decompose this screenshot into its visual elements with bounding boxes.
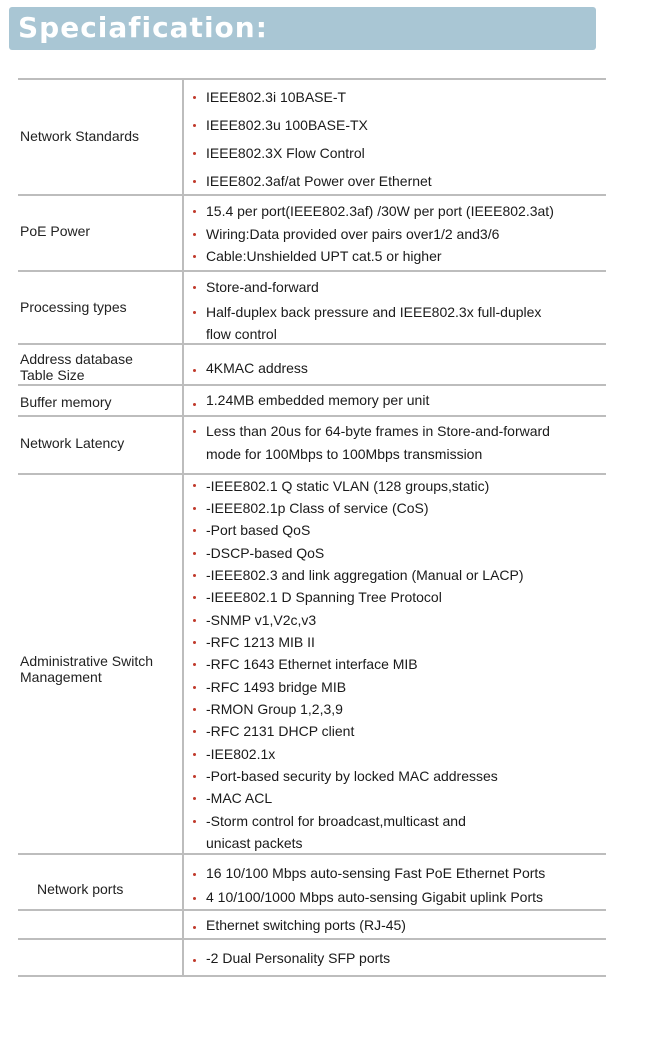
row-divider	[18, 194, 606, 196]
spec-item: Ethernet switching ports (RJ-45)	[206, 917, 406, 933]
bullet-icon	[193, 619, 196, 622]
spec-item: IEEE802.3af/at Power over Ethernet	[206, 173, 432, 189]
spec-item: -IEEE802.1 Q static VLAN (128 groups,static)	[206, 478, 490, 494]
bullet-icon	[193, 574, 196, 577]
spec-item: -SNMP v1,V2c,v3	[206, 612, 317, 628]
bullet-icon	[193, 873, 196, 876]
bullet-icon	[193, 529, 196, 532]
bullet-icon	[193, 708, 196, 711]
spec-item: mode for 100Mbps to 100Mbps transmission	[206, 446, 483, 462]
row-divider	[18, 384, 606, 386]
spec-item: 4 10/100/1000 Mbps auto-sensing Gigabit uplink Ports	[206, 889, 543, 905]
bullet-icon	[193, 311, 196, 314]
spec-item: -DSCP-based QoS	[206, 545, 325, 561]
bullet-icon	[193, 552, 196, 555]
spec-item: 4KMAC address	[206, 360, 308, 376]
spec-item: -Storm control for broadcast,multicast and	[206, 813, 466, 829]
spec-item: -RFC 1643 Ethernet interface MIB	[206, 656, 418, 672]
column-divider	[182, 78, 184, 977]
bullet-icon	[193, 596, 196, 599]
spec-item: Cable:Unshielded UPT cat.5 or higher	[206, 248, 442, 264]
row-divider	[18, 975, 606, 977]
bullet-icon	[193, 403, 196, 406]
bullet-icon	[193, 686, 196, 689]
spec-item: -RFC 1493 bridge MIB	[206, 679, 347, 695]
bullet-icon	[193, 641, 196, 644]
spec-item: -IEEE802.1p Class of service (CoS)	[206, 500, 429, 516]
bullet-icon	[193, 897, 196, 900]
title-banner	[9, 7, 596, 50]
bullet-icon	[193, 233, 196, 236]
spec-item: Wiring:Data provided over pairs over1/2 and3/6	[206, 226, 500, 242]
bullet-icon	[193, 730, 196, 733]
bullet-icon	[193, 96, 196, 99]
spec-item: IEEE802.3u 100BASE-TX	[206, 117, 368, 133]
spec-item: -IEE802.1x	[206, 746, 276, 762]
row-divider	[18, 343, 606, 345]
spec-item: -Port-based security by locked MAC addresses	[206, 768, 498, 784]
spec-label-poe-power: PoE Power	[20, 223, 91, 239]
bullet-icon	[193, 180, 196, 183]
spec-item: 1.24MB embedded memory per unit	[206, 392, 430, 408]
spec-item: -RMON Group 1,2,3,9	[206, 701, 343, 717]
row-divider	[18, 473, 606, 475]
page-title: Speciafication:	[18, 11, 268, 44]
spec-item: 15.4 per port(IEEE802.3af) /30W per port (IEEE802.3at)	[206, 203, 554, 219]
row-divider	[18, 415, 606, 417]
bullet-icon	[193, 210, 196, 213]
spec-item: -RFC 2131 DHCP client	[206, 723, 355, 739]
bullet-icon	[193, 430, 196, 433]
spec-label-buffer-memory: Buffer memory	[20, 394, 112, 410]
spec-item: -RFC 1213 MIB II	[206, 634, 315, 650]
bullet-icon	[193, 959, 196, 962]
bullet-icon	[193, 124, 196, 127]
spec-item: -MAC ACL	[206, 790, 273, 806]
bullet-icon	[193, 286, 196, 289]
spec-label-processing-types: Processing types	[20, 299, 127, 315]
spec-item: -Port based QoS	[206, 522, 311, 538]
spec-label-network-ports: Network ports	[37, 881, 124, 897]
bullet-icon	[193, 369, 196, 372]
spec-item: 16 10/100 Mbps auto-sensing Fast PoE Ethernet Ports	[206, 865, 546, 881]
bullet-icon	[193, 663, 196, 666]
spec-label-network-latency: Network Latency	[20, 435, 125, 451]
bullet-icon	[193, 152, 196, 155]
spec-item: -IEEE802.3 and link aggregation (Manual or LACP)	[206, 567, 524, 583]
spec-item: Half-duplex back pressure and IEEE802.3x full-duplex	[206, 304, 542, 320]
row-divider	[18, 270, 606, 272]
bullet-icon	[193, 926, 196, 929]
bullet-icon	[193, 255, 196, 258]
row-divider	[18, 853, 606, 855]
bullet-icon	[193, 753, 196, 756]
bullet-icon	[193, 820, 196, 823]
bullet-icon	[193, 484, 196, 487]
spec-item: Store-and-forward	[206, 279, 319, 295]
spec-label-administrative-management: Administrative Switch Management	[20, 653, 154, 685]
spec-item: IEEE802.3i 10BASE-T	[206, 89, 347, 105]
spec-item: Less than 20us for 64-byte frames in Store-and-forward	[206, 423, 550, 439]
spec-item: unicast packets	[206, 835, 303, 851]
spec-item: flow control	[206, 326, 277, 342]
bullet-icon	[193, 507, 196, 510]
bullet-icon	[193, 797, 196, 800]
row-divider	[18, 909, 606, 911]
spec-item: IEEE802.3X Flow Control	[206, 145, 365, 161]
spec-label-network-standards: Network Standards	[20, 128, 140, 144]
spec-item: -2 Dual Personality SFP ports	[206, 950, 391, 966]
row-divider	[18, 78, 606, 80]
spec-label-address-database: Address database Table Size	[20, 351, 133, 383]
spec-item: -IEEE802.1 D Spanning Tree Protocol	[206, 589, 442, 605]
row-divider	[18, 938, 606, 940]
bullet-icon	[193, 775, 196, 778]
